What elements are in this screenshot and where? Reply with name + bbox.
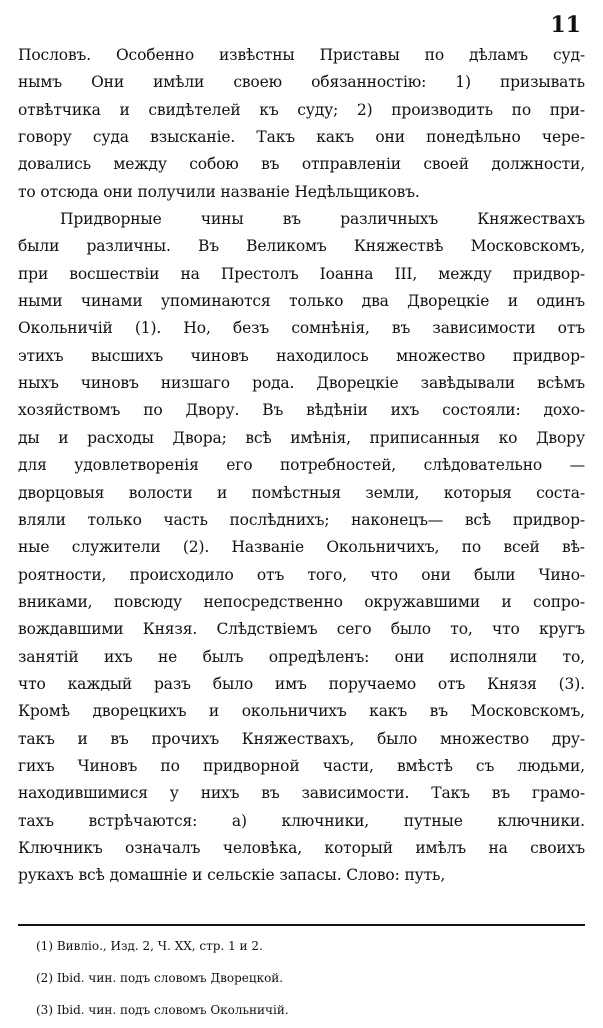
text-line: рукахъ всѣ домашніе и сельскіе запасы. Слово: путь, (18, 866, 446, 885)
body-text (18, 42, 585, 890)
text-line: были различны. Въ Великомъ Княжествѣ Московскомъ, (18, 237, 585, 256)
text-line: гихъ Чиновъ по придворной части, вмѣстѣ съ людьми, (18, 756, 585, 775)
footnote-3: (3) Ibid. чин. подъ словомъ Окольничій. (36, 1003, 289, 1017)
text-line: этихъ высшихъ чиновъ находилось множество придвор- (18, 346, 585, 365)
text-line: ные служители (2). Названіе Окольничихъ, по всей вѣ- (18, 538, 585, 557)
text-line: находившимися у нихъ въ зависимости. Такъ въ грамо- (18, 784, 585, 803)
text-line: дворцовыя волости и помѣстныя земли, которыя соста- (18, 483, 585, 502)
text-line: для удовлетворенія его потребностей, слѣдовательно — (18, 456, 585, 475)
text-line: что каждый разъ было имъ поручаемо отъ Князя (3). (18, 674, 585, 693)
text-line: хозяйствомъ по Двору. Въ вѣдѣніи ихъ состояли: дохо- (18, 401, 585, 420)
text-line: Окольничій (1). Но, безъ сомнѣнія, въ зависимости отъ (18, 319, 585, 338)
text-line: Придворные чины въ различныхъ Княжествахъ (60, 210, 585, 229)
text-line: Ключникъ означалъ человѣка, который имѣлъ на своихъ (18, 838, 585, 857)
text-line: ды и расходы Двора; всѣ имѣнія, приписанныя ко Двору (18, 428, 585, 447)
text-line: довались между собою въ отправленіи своей должности, (18, 155, 585, 174)
footnote-1: (1) Вивліо., Изд. 2, Ч. XX, стр. 1 и 2. (36, 939, 263, 953)
text-line: ными чинами упоминаются только два Дворецкіе и одинъ (18, 292, 585, 311)
footnote-divider (18, 924, 585, 926)
footnote-2: (2) Ibid. чин. подъ словомъ Дворецкой. (36, 971, 284, 985)
text-line: Пословъ. Особенно извѣстны Приставы по дѣламъ суд- (18, 46, 585, 64)
text-line: при восшествіи на Престолъ Іоанна III, между придвор- (18, 264, 585, 283)
text-line: нымъ Они имѣли своею обязанностію: 1) призывать (18, 73, 585, 92)
text-line: вляли только часть послѣднихъ; наконецъ— всѣ придвор- (18, 510, 585, 529)
text-line: говору суда взысканіе. Такъ какъ они понедѣльно чере- (18, 128, 585, 147)
page-number: 11 (550, 12, 581, 38)
text-line: вниками, повсюду непосредственно окружавшими и сопро- (18, 592, 585, 611)
text-line: Кромѣ дворецкихъ и окольничихъ какъ въ Московскомъ, (18, 702, 585, 721)
text-line: вождавшими Князя. Слѣдствіемъ сего было то, что кругъ (18, 620, 585, 639)
text-line: такъ и въ прочихъ Княжествахъ, было множество дру- (18, 729, 585, 748)
text-line: то отсюда они получили названіе Недѣльщиковъ. (18, 182, 420, 201)
text-line: ныхъ чиновъ низшаго рода. Дворецкіе завѣдывали всѣмъ (18, 374, 585, 393)
text-line: роятности, происходило отъ того, что они были Чино- (18, 565, 585, 584)
footnotes (36, 930, 576, 1026)
text-line: отвѣтчика и свидѣтелей къ суду; 2) производить по при- (18, 100, 585, 119)
text-line: тахъ встрѣчаются: а) ключники, путные ключники. (18, 811, 585, 830)
text-line: занятій ихъ не былъ опредѣленъ: они исполняли то, (18, 647, 585, 666)
